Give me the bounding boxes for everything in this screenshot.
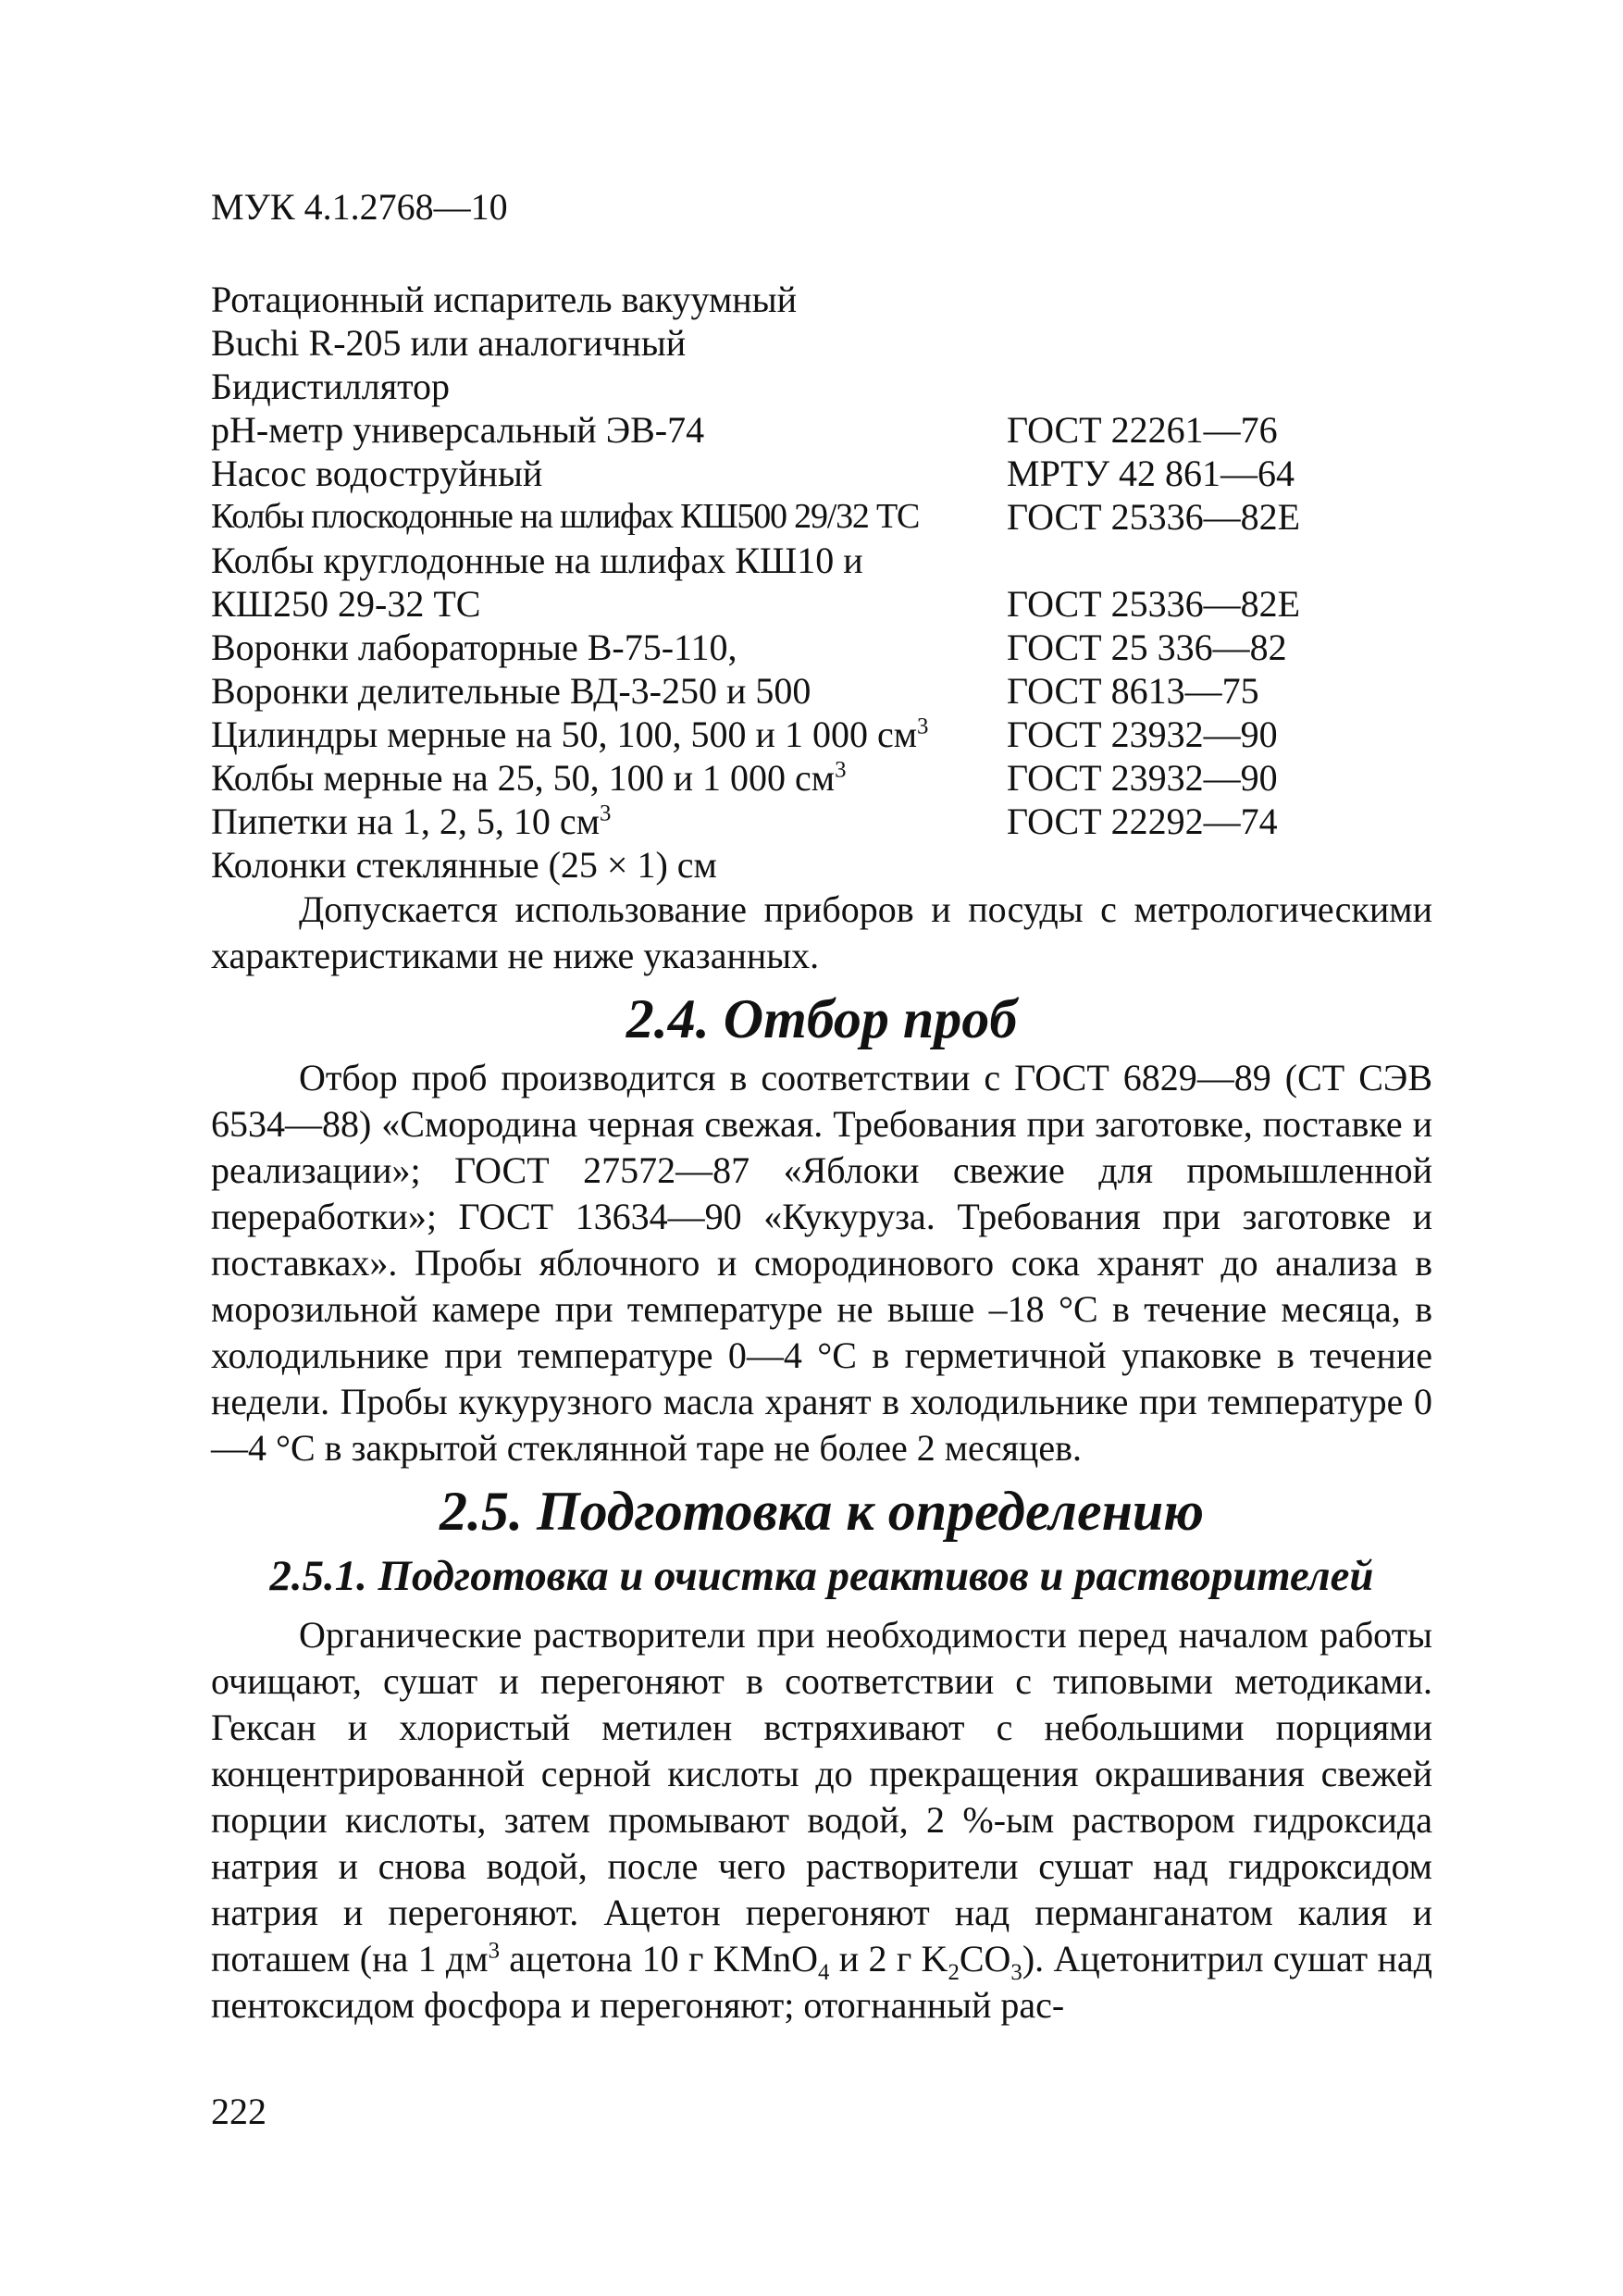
equipment-standard: ГОСТ 22261—76 [1007,409,1278,451]
equipment-standard [1007,539,1432,582]
superscript: 3 [835,757,847,783]
equipment-name: Ротационный испаритель вакуумный [211,279,797,320]
equipment-standard: МРТУ 42 861—64 [1007,453,1295,494]
equipment-name: Колонки стеклянные (25 × 1) см [211,844,717,886]
superscript: 3 [488,1938,500,1964]
equipment-row [211,669,1432,713]
paragraph-text: ). Ацетонитрил сушат над пентоксидом фосфора и перегоняют; отогнанный рас- [211,1938,1432,2026]
equipment-row [211,278,1432,321]
equipment-row [211,843,1432,887]
equipment-row [211,321,1432,365]
equipment-standard: ГОСТ 25 336—82 [1007,627,1287,668]
equipment-name-text: Колбы мерные на 25, 50, 100 и 1 000 см [211,757,836,799]
equipment-list [211,278,1432,887]
equipment-row [211,495,1432,539]
equipment-row [211,582,1432,626]
equipment-name [211,800,1007,843]
equipment-name [211,713,1007,756]
equipment-name: Колбы плоскодонные на шлифах КШ500 29/32 ТС [211,497,920,536]
sampling-paragraph: Отбор проб производится в соответствии с ГОСТ 6829—89 (СТ СЭВ 6534—88) «Смородина черная свежая. Требования при заготовке, поставке и реализации»; ГОСТ 27572—87 «Яблоки свежие для промышленной переработки»; ГОСТ 13634—90 «Кукуруза. Требования при заготовке и поставках». Пробы яблочного и смородинового сока хранят до анализа в морозильной камере при температуре не выше –18 °С в течение месяца, в холодильнике при температуре 0—4 °С в герметичной упаковке в течение недели. Пробы кукурузного масла хранят в холодильнике при температуре 0—4 °С в закрытой стеклянной таре не более 2 месяцев. [211,1057,1432,1469]
equipment-standard [1007,365,1432,408]
equipment-name: Бидистиллятор [211,366,451,407]
page-content [211,278,1432,2029]
subsection-heading-2-5-1: 2.5.1. Подготовка и очистка реактивов и растворителей [269,1552,1374,1600]
equipment-standard: ГОСТ 8613—75 [1007,670,1259,712]
equipment-row [211,800,1432,843]
superscript: 3 [600,800,612,826]
subscript: 3 [1010,1960,1022,1985]
equipment-row [211,756,1432,800]
equipment-name: Воронки лабораторные В-75-110, [211,627,737,668]
equipment-standard: ГОСТ 23932—90 [1007,757,1278,799]
paragraph-text: ацетона 10 г KMnO [499,1938,819,1980]
allowance-paragraph: Допускается использование приборов и посуды с метрологическими характеристиками не ниже указанных. [211,888,1432,976]
running-header: МУК 4.1.2768—10 [211,186,508,228]
page-number: 222 [211,2091,266,2132]
solvent-preparation-paragraph [211,1612,1432,2029]
subscript: 4 [818,1960,830,1985]
equipment-standard: ГОСТ 23932—90 [1007,714,1278,755]
superscript: 3 [917,714,929,739]
section-heading-2-4: 2.4. Отбор проб [626,988,1018,1049]
equipment-name-text: Цилиндры мерные на 50, 100, 500 и 1 000 см [211,714,918,755]
paragraph-text: Органические растворители при необходимости перед началом работы очищают, сушат и перегоняют в соответствии с типовыми методиками. Гексан и хлористый метилен встряхивают с небольшими порциями концентрированной серной кислоты до прекращения окрашивания свежей порции кислоты, затем промывают водой, 2 %-ым раствором гидроксида натрия и снова водой, после чего растворители сушат над гидроксидом натрия и перегоняют. Ацетон перегоняют над перманганaтом калия и поташем (на 1 дм [211,1614,1432,1980]
equipment-row [211,539,1432,582]
equipment-standard [1007,278,1432,321]
section-heading-2-5: 2.5. Подготовка к определению [439,1481,1205,1542]
equipment-name: Насос водоструйный [211,453,543,494]
equipment-standard: ГОСТ 22292—74 [1007,800,1278,842]
equipment-name [211,756,1007,800]
equipment-name: Воронки делительные ВД-3-250 и 500 [211,670,812,712]
equipment-name: КШ250 29-32 ТС [211,583,481,625]
equipment-standard: ГОСТ 25336—82Е [1007,583,1301,625]
equipment-row [211,626,1432,669]
equipment-name: Колбы круглодонные на шлифах КШ10 и [211,540,863,581]
paragraph-text: и 2 г K [829,1938,948,1980]
equipment-name-text: Пипетки на 1, 2, 5, 10 см [211,800,600,842]
equipment-row [211,452,1432,495]
equipment-row [211,365,1432,408]
equipment-standard [1007,843,1432,887]
equipment-row [211,713,1432,756]
paragraph-text: CO [959,1938,1011,1980]
equipment-standard: ГОСТ 25336—82Е [1007,496,1301,538]
equipment-standard [1007,321,1432,365]
subscript: 2 [948,1960,960,1985]
equipment-row [211,408,1432,452]
equipment-name: Buchi R-205 или аналогичный [211,322,687,364]
equipment-name: pH-метр универсальный ЭВ-74 [211,409,705,451]
